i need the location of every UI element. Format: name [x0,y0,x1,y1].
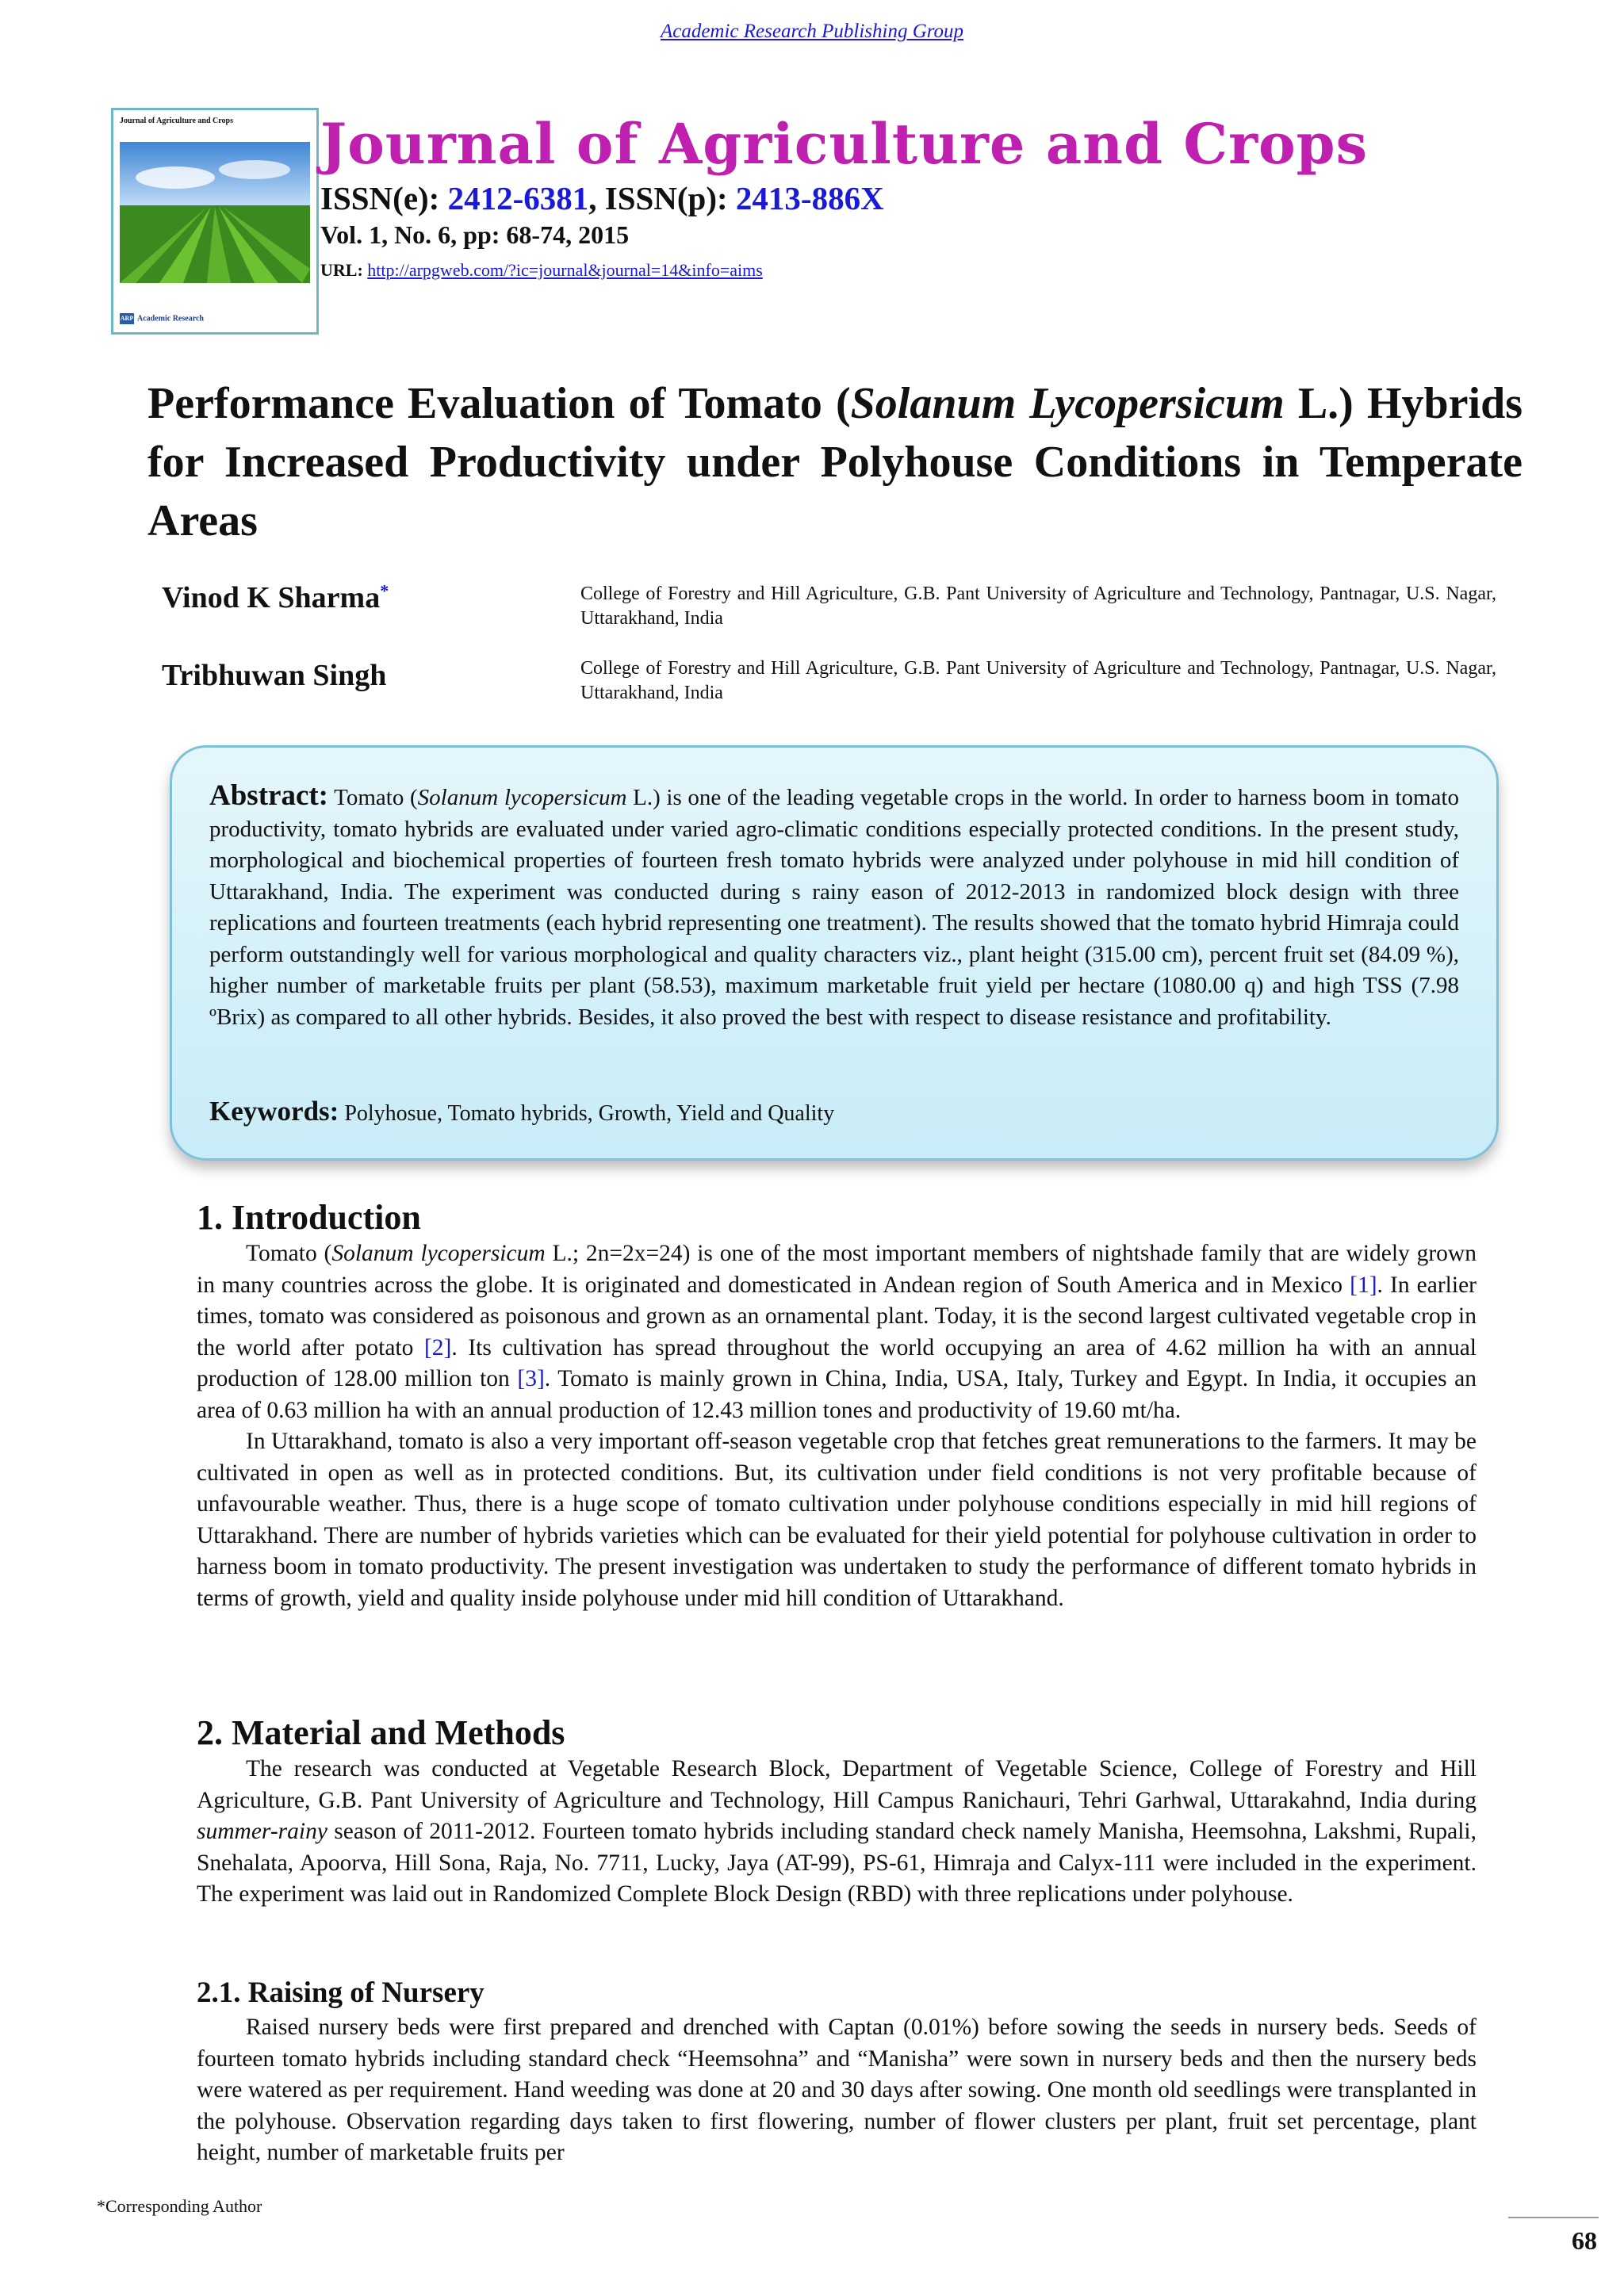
cover-field-image [120,142,310,283]
section-body [197,1238,1477,1614]
author-affiliation: College of Forestry and Hill Agriculture, G.B. Pant University of Agriculture and Technology, Pantnagar, U.S. Nagar, Uttarakhand, India [580,584,1496,629]
journal-url-link[interactable]: http://arpgweb.com/?ic=journal&journal=14&info=aims [367,260,763,280]
issn-e: 2412-6381 [447,180,589,216]
author-name: Tribhuwan Singh [162,659,387,692]
issn-p: 2413-886X [735,180,884,216]
section-heading: 2. Material and Methods [197,1713,565,1752]
cover-publisher-logo: ARP Academic Research [120,314,204,323]
paragraph: In Uttarakhand, tomato is also a very important off-season vegetable crop that fetches great remunerations to the farmers. It may be cultivated in open as well as in protected conditions. But, its cultivation under field conditions is not very profitable because of unfavourable weather. Thus, there is a huge scope of tomato cultivation under polyhouse conditions especially in mid hill regions of Uttarakhand. There are number of hybrids varieties which can be evaluated for their yield potential for polyhouse cultivation in order to harness boom in tomato productivity. The present investigation was undertaken to study the performance of different tomato hybrids in terms of growth, yield and quality inside polyhouse under mid hill condition of Uttarakhand. [197,1429,1477,1611]
keywords: Keywords: Polyhosue, Tomato hybrids, Growth, Yield and Quality [209,1096,835,1127]
section-body [197,2012,1477,2169]
paragraph: Raised nursery beds were first prepared and drenched with Captan (0.01%) before sowing the seeds in nursery beds. Seeds of fourteen tomato hybrids including standard check “Heemsohna” and “Manisha” were sown in nursery beds and then the nursery beds were watered as per requirement. Hand weeding was done at 20 and 30 days after sowing. One month old seedlings were transplanted in the polyhouse. Observation regarding days taken to first flowering, number of flower clusters per plant, fruit set percentage, plant height, number of marketable fruits per [197,2015,1477,2165]
author-name: Vinod K Sharma* [162,580,389,614]
paper-title: Performance Evaluation of Tomato (Solanum Lycopersicum L.) Hybrids for Increased Productivity under Polyhouse Conditions in Temperate Areas [147,379,1523,545]
publisher-link[interactable]: Academic Research Publishing Group [660,21,964,42]
paragraph: The research was conducted at Vegetable Research Block, Department of Vegetable Science, College of Forestry and Hill Agriculture, G.B. Pant University of Agriculture and Technology, Hill Campus Ranichauri, Tehri Garhwal, Uttarakahnd, India during summer-rainy season of 2011-2012. Fourteen tomato hybrids including standard check namely Manisha, Heemsohna, Lakshmi, Rupali, Snehalata, Apoorva, Hill Sona, Raja, No. 7711, Lucky, Jaya (AT-99), PS-61, Himraja and Calyx-111 were included in the experiment. The experiment was laid out in Randomized Complete Block Design (RBD) with three replications under polyhouse. [197,1756,1477,1907]
page-number: 68 [1572,2226,1597,2255]
citation-link[interactable]: [1] [1350,1272,1377,1298]
volume-info: Vol. 1, No. 6, pp: 68-74, 2015 [320,220,630,249]
section-body [197,1754,1477,1911]
paragraph: Tomato (Solanum lycopersicum L.; 2n=2x=24) is one of the most important members of nightshade family that are widely grown in many countries across the globe. It is originated and domesticated in Andean region of South America and in Mexico [1]. In earlier times, tomato was considered as poisonous and grown as an ornamental plant. Today, it is the second largest cultivated vegetable crop in the world after potato [2]. Its cultivation has spread throughout the world occupying an area of 4.62 million ha with an annual production of 128.00 million ton [3]. Tomato is mainly grown in China, India, USA, Italy, Turkey and Egypt. In India, it occupies an area of 0.63 million ha with an annual production of 12.43 million tones and productivity of 19.60 mt/ha. [197,1241,1477,1423]
author-affiliation: College of Forestry and Hill Agriculture, G.B. Pant University of Agriculture and Technology, Pantnagar, U.S. Nagar, Uttarakhand, India [580,658,1496,703]
corresponding-author-mark[interactable]: * [380,580,389,601]
journal-title: Journal of Agriculture and Crops [320,111,1369,177]
issn-line: ISSN(e): 2412-6381, ISSN(p): 2413-886X [320,180,884,216]
cover-title: Journal of Agriculture and Crops [120,117,233,125]
abstract-text: Abstract: Tomato (Solanum lycopersicum L.) is one of the leading vegetable crops in the world. In order to harness boom in tomato productivity, tomato hybrids are evaluated under varied agro-climatic conditions especially protected conditions. In the present study, morphological and biochemical properties of fourteen fresh tomato hybrids were analyzed under polyhouse in mid hill condition of Uttarakhand, India. The experiment was conducted during s rainy eason of 2012-2013 in randomized block design with three replications and fourteen treatments (each hybrid representing one treatment). The results showed that the tomato hybrid Himraja could perform outstandingly well for various morphological and quality characters viz., plant height (315.00 cm), percent fruit set (84.09 %), higher number of marketable fruits per plant (58.53), maximum marketable fruit yield per hectare (1080.00 q) and high TSS (7.98 ºBrix) as compared to all other hybrids. Besides, it also proved the best with respect to disease resistance and profitability. [209,779,1459,1030]
section-heading: 1. Introduction [197,1198,421,1237]
journal-cover-image [111,108,319,335]
url-line: URL: http://arpgweb.com/?ic=journal&journal=14&info=aims [320,260,763,280]
citation-link[interactable]: [3] [517,1366,545,1391]
subsection-heading: 2.1. Raising of Nursery [197,1976,485,2009]
page-number-rule [1508,2217,1599,2218]
citation-link[interactable]: [2] [423,1334,452,1360]
footnote: *Corresponding Author [97,2196,262,2216]
